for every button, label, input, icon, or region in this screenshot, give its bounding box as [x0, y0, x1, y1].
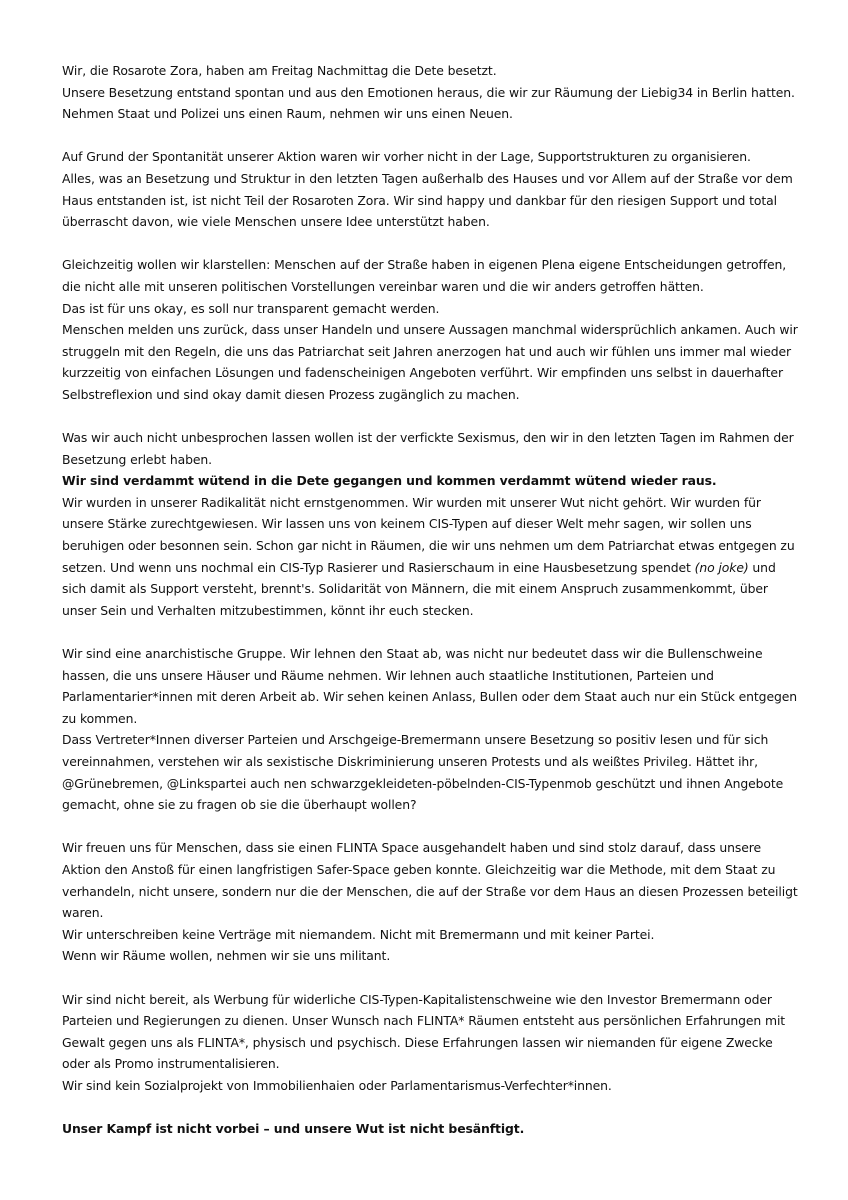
text-line: Wir, die Rosarote Zora, haben am Freitag Nachmittag die Dete besetzt.	[62, 63, 497, 78]
paragraph-flinta-space	[62, 837, 802, 967]
paragraph-intro	[62, 60, 802, 125]
bold-statement: Wir sind verdammt wütend in die Dete gegangen und kommen verdammt wütend wieder raus.	[62, 473, 717, 489]
text-line: Was wir auch nicht unbesprochen lassen wollen ist der verfickte Sexismus, den wir in den letzten Tagen im Rahmen der Besetzung erlebt haben.	[62, 430, 794, 467]
text-line: Wir freuen uns für Menschen, dass sie einen FLINTA Space ausgehandelt haben und sind stolz darauf, dass unsere Aktion den Anstoß für einen langfristigen Safer-Space geben konnte. Gleichzeitig war die Methode, mit dem Staat zu verhandeln, nicht unsere, sondern nur die der Menschen, die auf der Straße vor dem Haus an diesen Prozessen beteiligt waren.	[62, 840, 798, 921]
text-line-mixed	[62, 492, 802, 622]
text-line: Unsere Besetzung entstand spontan und aus den Emotionen heraus, die wir zur Räumung der Liebig34 in Berlin hatten.	[62, 84, 795, 100]
text-line: Menschen melden uns zurück, dass unser Handeln und unsere Aussagen manchmal widersprüchlich ankamen. Auch wir struggeln mit den Regeln, die uns das Patriarchat seit Jahren anerzogen hat und auch wir fühlen uns immer mal wieder kurzzeitig von einfachen Lösungen und fadenscheinigen Angeboten verführt. Wir empfinden uns selbst in dauerhafter Selbstreflexion und sind okay damit diesen Prozess zugänglich zu machen.	[62, 322, 798, 402]
text-line: Wir sind eine anarchistische Gruppe. Wir lehnen den Staat ab, was nicht nur bedeutet dass wir die Bullenschweine hassen, die uns unsere Häuser und Räume nehmen. Wir lehnen auch staatliche Institutionen, Parteien und Parlamentarier*innen mit deren Arbeit ab. Wir sehen keinen Anlass, Bullen oder dem Staat auch nur ein Stück entgegen zu kommen.	[62, 646, 798, 726]
text-line: Auf Grund der Spontanität unserer Aktion waren wir vorher nicht in der Lage, Supportstrukturen zu organisieren.	[62, 149, 751, 165]
paragraph-no-advertising	[62, 989, 802, 1097]
text-line: Wir unterschreiben keine Verträge mit niemandem. Nicht mit Bremermann und mit keiner Partei.	[62, 926, 655, 942]
paragraph-anarchist	[62, 643, 802, 816]
text-line: Das ist für uns okay, es soll nur transparent gemacht werden.	[62, 300, 440, 316]
text-line: Nehmen Staat und Polizei uns einen Raum, nehmen wir uns einen Neuen.	[62, 106, 513, 122]
text-line: Wir sind kein Sozialprojekt von Immobilienhaien oder Parlamentarismus-Verfechter*innen.	[62, 1077, 612, 1093]
paragraph-sexism	[62, 427, 802, 621]
paragraph-clarification	[62, 254, 802, 405]
closing-statement: Unser Kampf ist nicht vorbei – und unsere Wut ist nicht besänftigt.	[62, 1121, 525, 1137]
italic-aside: (no joke)	[694, 559, 749, 575]
text-line: Wenn wir Räume wollen, nehmen wir sie uns militant.	[62, 948, 391, 964]
text-line: Alles, was an Besetzung und Struktur in den letzten Tagen außerhalb des Hauses und vor Allem auf der Straße vor dem Haus entstanden ist, ist nicht Teil der Rosaroten Zora. Wir sind happy und dankbar für den riesigen Support und total überrascht davon, wie viele Menschen unsere Idee unterstützt haben.	[62, 170, 793, 230]
paragraph-support	[62, 146, 802, 232]
text-line: Dass Vertreter*Innen diverser Parteien und Arschgeige-Bremermann unsere Besetzung so positiv lesen und für sich vereinnahmen, verstehen wir als sexistische Diskriminierung unseren Protests und als weißtes Privileg. Hättet ihr, @Grünebremen, @Linkspartei auch nen schwarzgekleideten-pöbelnden-CIS-Typenmob geschützt und ihnen Angebote gemacht, ohne sie zu fragen ob sie die überhaupt wollen?	[62, 732, 784, 813]
text-segment: Wir wurden in unserer Radikalität nicht ernstgenommen. Wir wurden mit unserer Wut nicht gehört. Wir wurden für unsere Stärke zurechtgewiesen. Wir lassen uns von keinem CIS-Typen auf dieser Welt mehr sagen, wir sollen uns beruhigen oder besonnen sein. Schon gar nicht in Räumen, die wir uns nehmen um dem Patriarchat etwas entgegen zu setzen. Und wenn uns nochmal ein CIS-Typ Rasierer und Rasierschaum in eine Hausbesetzung spendet	[62, 494, 795, 575]
text-segment: und sich damit als Support versteht, brennt's. Solidarität von Männern, die mit einem Anspruch zusammenkommt, über unser Sein und Verhalten mitzubestimmen, könnt ihr euch stecken.	[62, 559, 776, 618]
document-page	[62, 60, 802, 1161]
text-line: Gleichzeitig wollen wir klarstellen: Menschen auf der Straße haben in eigenen Plena eigene Entscheidungen getroffen, die nicht alle mit unseren politischen Vorstellungen vereinbar waren und die wir anders getroffen hätten.	[62, 257, 787, 294]
text-line: Wir sind nicht bereit, als Werbung für widerliche CIS-Typen-Kapitalistenschweine wie den Investor Bremermann oder Parteien und Regierungen zu dienen. Unser Wunsch nach FLINTA* Räumen entsteht aus persönlichen Erfahrungen mit Gewalt gegen uns als FLINTA*, physisch und psychisch. Diese Erfahrungen lassen wir niemanden für eigene Zwecke oder als Promo instrumentalisieren.	[62, 991, 786, 1072]
